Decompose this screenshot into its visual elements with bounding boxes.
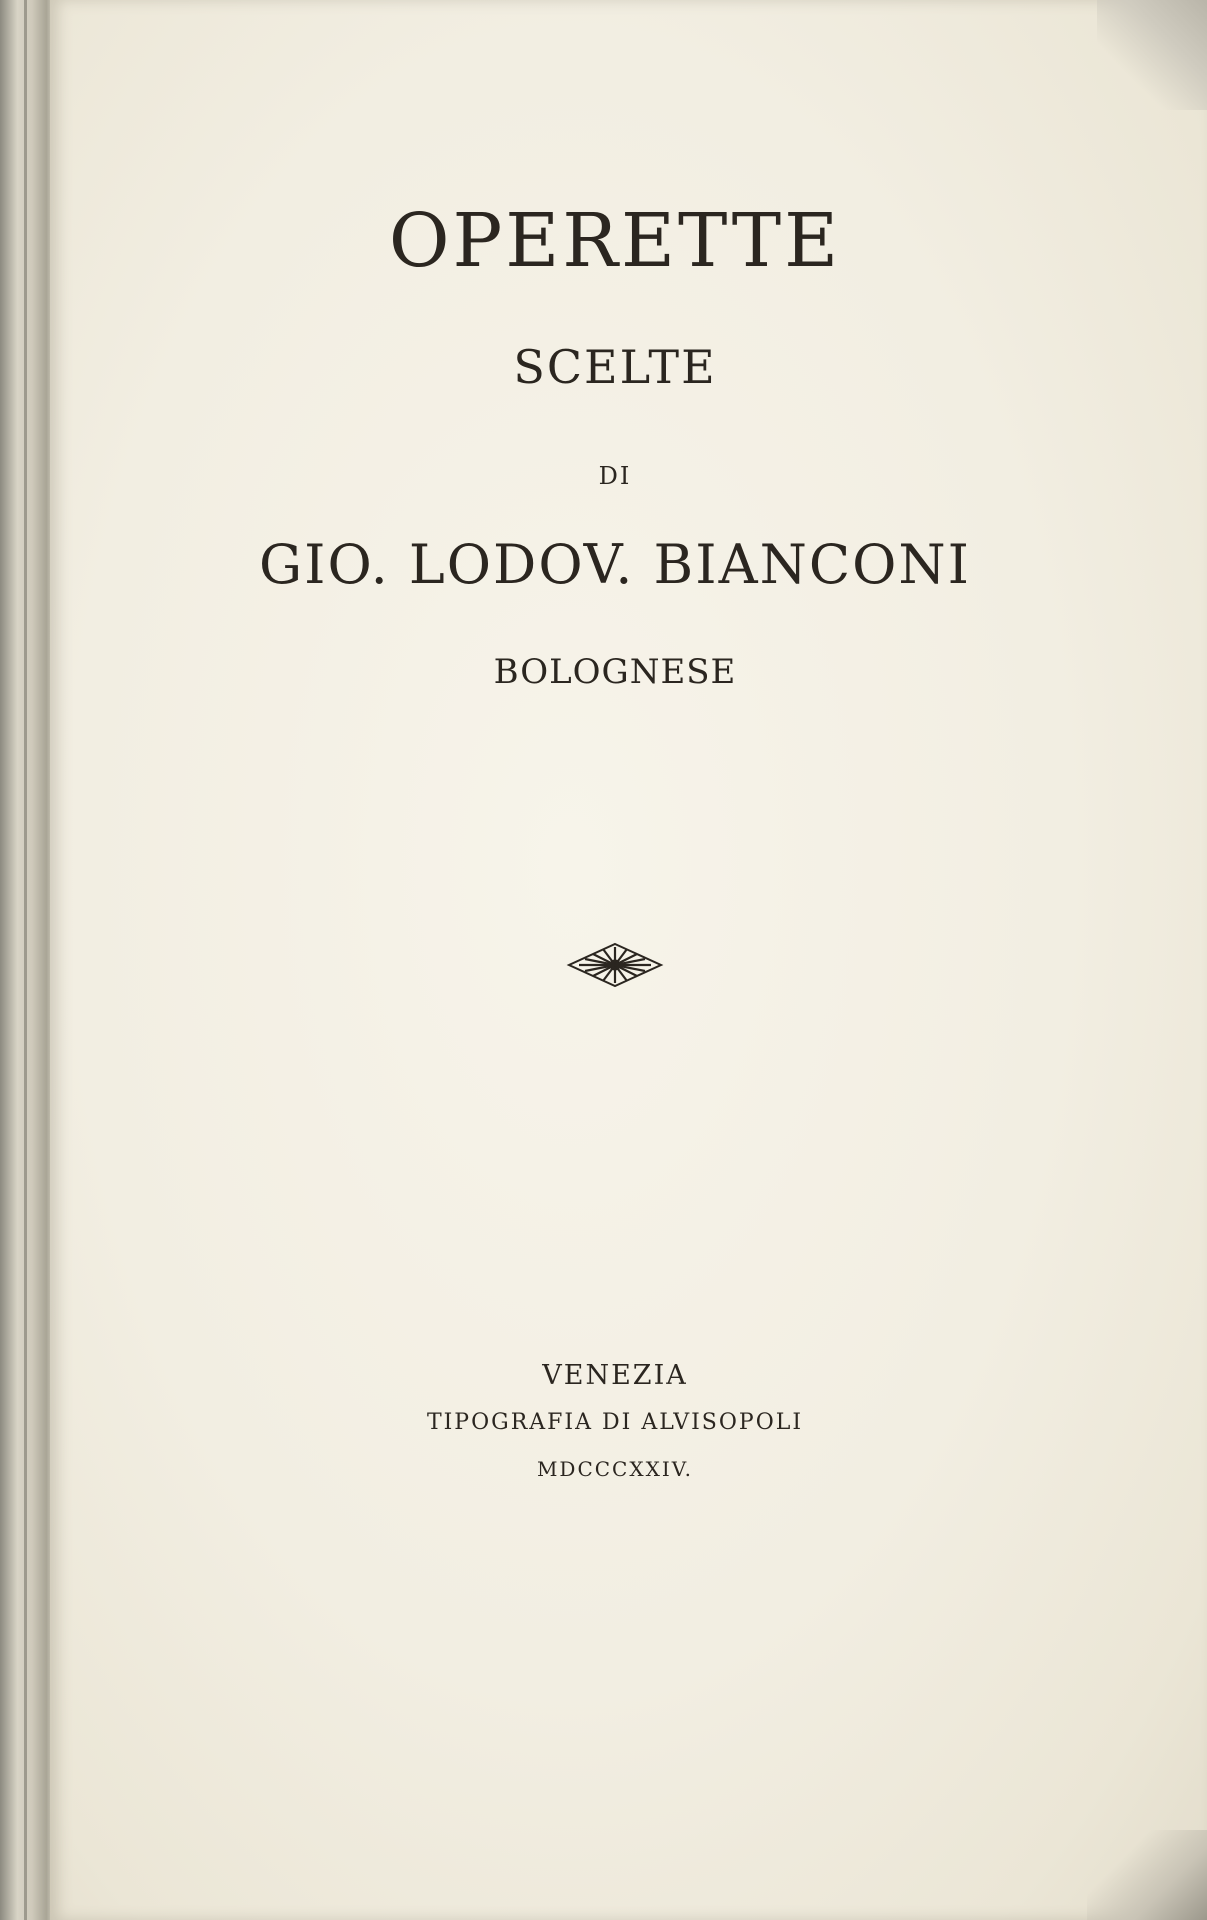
preposition: DI <box>598 462 632 490</box>
author-name: GIO. LODOV. BIANCONI <box>259 533 971 596</box>
worn-corner-bottom-right <box>1087 1830 1207 1920</box>
book-title: OPERETTE <box>388 198 842 284</box>
worn-corner-top-right <box>1097 0 1207 110</box>
spine-gap <box>24 0 27 1920</box>
imprint-printer: TIPOGRAFIA DI ALVISOPOLI <box>426 1410 804 1435</box>
printer-ornament-icon <box>565 940 665 990</box>
book-subtitle: SCELTE <box>513 340 717 394</box>
title-page <box>50 0 1207 1920</box>
imprint-city: VENEZIA <box>542 1360 688 1391</box>
imprint-year: MDCCCXXIV. <box>536 1457 694 1481</box>
author-origin: BOLOGNESE <box>493 652 737 692</box>
